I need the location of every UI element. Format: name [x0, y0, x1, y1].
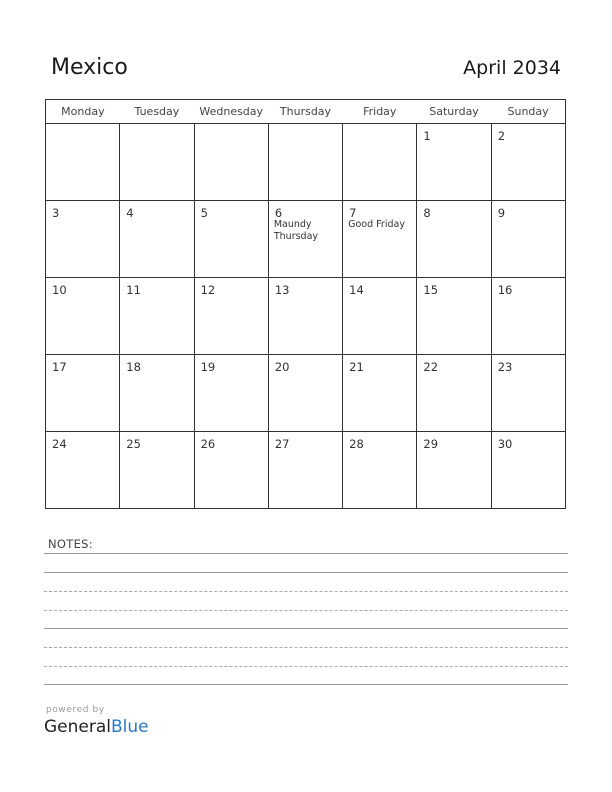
day-number: 2: [497, 129, 506, 143]
day-cell: [417, 201, 491, 278]
day-number: 7: [349, 206, 357, 220]
country-title: Mexico: [51, 55, 128, 80]
day-number: 27: [274, 437, 290, 451]
notes-line: [44, 684, 568, 685]
calendar-grid: [45, 99, 566, 509]
day-number: 6: [274, 206, 283, 220]
notes-line: [44, 610, 568, 611]
weekday-tuesday: Tuesday: [120, 100, 194, 124]
day-cell: [194, 124, 268, 201]
day-cell: [46, 124, 120, 201]
notes-line: [44, 666, 568, 667]
day-cell: [343, 432, 417, 509]
day-number: 14: [349, 283, 364, 297]
day-cell: [343, 201, 417, 278]
day-number: 18: [126, 360, 141, 374]
brand-general: General: [44, 717, 111, 737]
day-number: 29: [423, 437, 439, 451]
weekday-friday: Friday: [343, 100, 417, 124]
day-number: 25: [126, 437, 141, 451]
day-cell: [120, 124, 194, 201]
notes-line: [44, 553, 568, 554]
day-cell: [46, 201, 120, 278]
day-number: 19: [200, 360, 216, 374]
day-cell: [120, 278, 194, 355]
week-row: [46, 432, 566, 509]
day-number: 16: [497, 283, 513, 297]
day-number: 12: [200, 283, 216, 297]
day-cell: [417, 124, 491, 201]
day-number: 8: [423, 206, 431, 220]
day-cell: [194, 432, 268, 509]
day-number: 30: [497, 437, 513, 451]
week-row: [46, 355, 566, 432]
day-number: 10: [52, 283, 67, 297]
week-row: [46, 201, 566, 278]
day-number: 13: [274, 283, 290, 297]
day-number: 5: [200, 206, 208, 220]
day-number: 20: [274, 360, 290, 374]
day-cell: [268, 355, 342, 432]
day-number: 26: [200, 437, 216, 451]
day-cell: [46, 432, 120, 509]
day-cell: [268, 124, 342, 201]
day-cell: [268, 432, 342, 509]
week-row: [46, 124, 566, 201]
generalblue-logo: [44, 717, 149, 737]
day-cell: [417, 432, 491, 509]
brand-blue: Blue: [111, 717, 149, 737]
day-cell: [491, 201, 565, 278]
day-number: 3: [52, 206, 60, 220]
weekday-monday: Monday: [46, 100, 120, 124]
day-cell: [491, 124, 565, 201]
weekday-header-row: [46, 100, 566, 124]
weekday-saturday: Saturday: [417, 100, 491, 124]
holiday-label: Good Friday: [348, 219, 405, 230]
day-number: 28: [349, 437, 364, 451]
notes-label: NOTES:: [48, 537, 93, 551]
day-cell: [417, 278, 491, 355]
notes-line: [44, 572, 568, 573]
day-number: 24: [52, 437, 67, 451]
day-cell: [268, 278, 342, 355]
day-cell: [120, 201, 194, 278]
month-year-title: April 2034: [463, 57, 561, 79]
day-cell: [491, 355, 565, 432]
day-cell: [343, 278, 417, 355]
day-cell: [194, 278, 268, 355]
day-cell: [343, 355, 417, 432]
day-number: 21: [349, 360, 364, 374]
weekday-sunday: Sunday: [491, 100, 565, 124]
day-cell: [491, 432, 565, 509]
day-number: 22: [423, 360, 439, 374]
day-number: 11: [126, 283, 141, 297]
day-cell: [120, 355, 194, 432]
day-cell: [46, 355, 120, 432]
notes-line: [44, 647, 568, 648]
day-cell: [120, 432, 194, 509]
weekday-wednesday: Wednesday: [194, 100, 268, 124]
week-row: [46, 278, 566, 355]
day-number: 23: [497, 360, 513, 374]
day-number: 1: [423, 129, 431, 143]
day-number: 4: [126, 206, 134, 220]
notes-line: [44, 591, 568, 592]
day-number: 15: [423, 283, 439, 297]
calendar-body: [46, 124, 566, 509]
day-cell: [491, 278, 565, 355]
day-cell: [46, 278, 120, 355]
day-cell: [417, 355, 491, 432]
weekday-thursday: Thursday: [268, 100, 342, 124]
powered-by-text: powered by: [46, 705, 105, 715]
day-cell: [194, 355, 268, 432]
day-cell: [194, 201, 268, 278]
day-number: 17: [52, 360, 67, 374]
day-cell: [343, 124, 417, 201]
day-number: 9: [497, 206, 506, 220]
notes-line: [44, 628, 568, 629]
day-cell: [268, 201, 342, 278]
holiday-label: Maundy Thursday: [273, 219, 319, 242]
